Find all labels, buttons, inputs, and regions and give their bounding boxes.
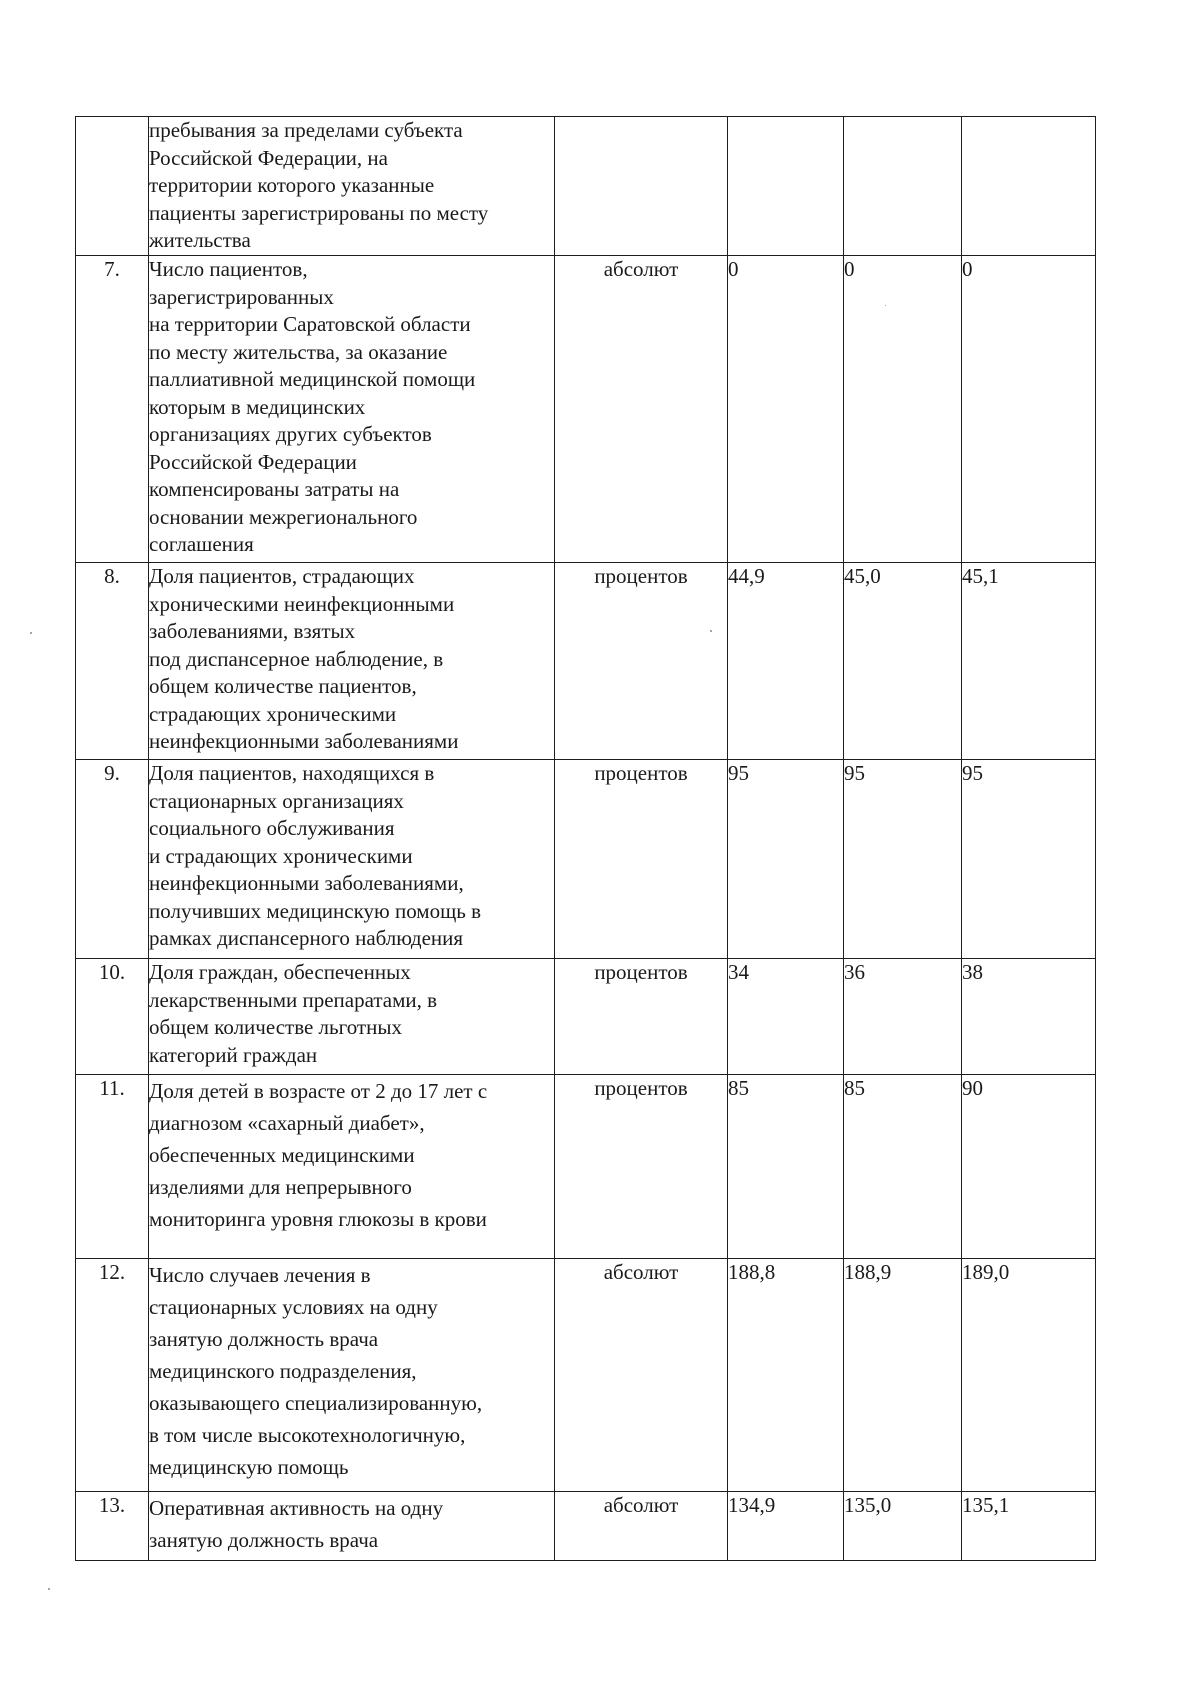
value-cell-1: 134,9 (728, 1492, 844, 1561)
indicator-name-cell (149, 1075, 555, 1259)
indicator-name-cell (149, 760, 555, 959)
value-cell-3: 95 (962, 760, 1096, 959)
indicator-name: Число случаев лечения в стационарных условиях на одну занятую должность врача медицинского подразделения, оказывающего специализированную, в том числе высокотехнологичную, медицинскую помощь (149, 1263, 483, 1479)
table-row (76, 117, 1096, 256)
value-cell-3: 0 (962, 256, 1096, 563)
value-cell-1: 188,8 (728, 1259, 844, 1492)
row-number-cell: 7. (76, 256, 149, 563)
indicator-name: Доля пациентов, страдающих хроническими неинфекционными заболеваниями, взятых под диспансерное наблюдение, в общем количестве пациентов, страдающих хроническими неинфекционными заболеваниями (149, 564, 459, 753)
value-cell-2: 45,0 (844, 563, 962, 760)
unit-cell: абсолют (555, 1259, 728, 1492)
unit-cell: абсолют (555, 256, 728, 563)
value-cell-3 (962, 117, 1096, 256)
value-cell-1: 44,9 (728, 563, 844, 760)
indicator-name-cell (149, 563, 555, 760)
unit-cell: процентов (555, 760, 728, 959)
value-cell-3: 189,0 (962, 1259, 1096, 1492)
table-row (76, 760, 1096, 959)
value-cell-1: 85 (728, 1075, 844, 1259)
indicator-name-cell (149, 117, 555, 256)
value-cell-3: 45,1 (962, 563, 1096, 760)
unit-cell: процентов (555, 1075, 728, 1259)
table-row (76, 256, 1096, 563)
value-cell-2 (844, 117, 962, 256)
value-cell-1: 95 (728, 760, 844, 959)
scan-speck (30, 632, 32, 634)
table-row (76, 1075, 1096, 1259)
table-row (76, 1492, 1096, 1561)
table-row (76, 563, 1096, 760)
value-cell-1: 34 (728, 959, 844, 1075)
indicator-name-cell (149, 256, 555, 563)
scan-speck (885, 305, 886, 306)
unit-cell (555, 117, 728, 256)
table-row (76, 959, 1096, 1075)
unit-cell: абсолют (555, 1492, 728, 1561)
indicator-name-cell (149, 959, 555, 1075)
indicator-name: Доля пациентов, находящихся в стационарных организациях социального обслуживания и страдающих хроническими неинфекционными заболеваниями, получивших медицинскую помощь в рамках диспансерного наблюдения (149, 761, 481, 950)
indicator-name-cell (149, 1259, 555, 1492)
row-number-cell: 13. (76, 1492, 149, 1561)
value-cell-3: 38 (962, 959, 1096, 1075)
value-cell-2: 85 (844, 1075, 962, 1259)
row-number-cell (76, 117, 149, 256)
table-row (76, 1259, 1096, 1492)
value-cell-2: 95 (844, 760, 962, 959)
unit-cell: процентов (555, 959, 728, 1075)
value-cell-2: 135,0 (844, 1492, 962, 1561)
value-cell-2: 36 (844, 959, 962, 1075)
indicators-table (75, 116, 1096, 1561)
indicator-name: Оперативная активность на одну занятую должность врача (149, 1496, 444, 1552)
row-number-cell: 9. (76, 760, 149, 959)
row-number-cell: 12. (76, 1259, 149, 1492)
indicator-name: Число пациентов, зарегистрированных на территории Саратовской области по месту жительства, за оказание паллиативной медицинской помощи которым в медицинских организациях других субъектов Российской Федерации компенсированы затраты на основании межрегионального соглашения (149, 257, 476, 556)
row-number-cell: 11. (76, 1075, 149, 1259)
value-cell-1: 0 (728, 256, 844, 563)
value-cell-3: 90 (962, 1075, 1096, 1259)
indicator-name: Доля детей в возрасте от 2 до 17 лет с диагнозом «сахарный диабет», обеспеченных медицинскими изделиями для непрерывного мониторинга уровня глюкозы в крови (149, 1079, 488, 1231)
value-cell-1 (728, 117, 844, 256)
value-cell-2: 0 (844, 256, 962, 563)
indicator-name-cell (149, 1492, 555, 1561)
indicator-name: Доля граждан, обеспеченных лекарственными препаратами, в общем количестве льготных категорий граждан (149, 960, 438, 1067)
unit-cell: процентов (555, 563, 728, 760)
row-number-cell: 8. (76, 563, 149, 760)
indicator-name: пребывания за пределами субъекта Российской Федерации, на территории которого указанные пациенты зарегистрированы по месту жительства (149, 118, 489, 252)
value-cell-2: 188,9 (844, 1259, 962, 1492)
scan-speck (710, 630, 712, 632)
scan-speck (48, 1588, 50, 1590)
value-cell-3: 135,1 (962, 1492, 1096, 1561)
row-number-cell: 10. (76, 959, 149, 1075)
